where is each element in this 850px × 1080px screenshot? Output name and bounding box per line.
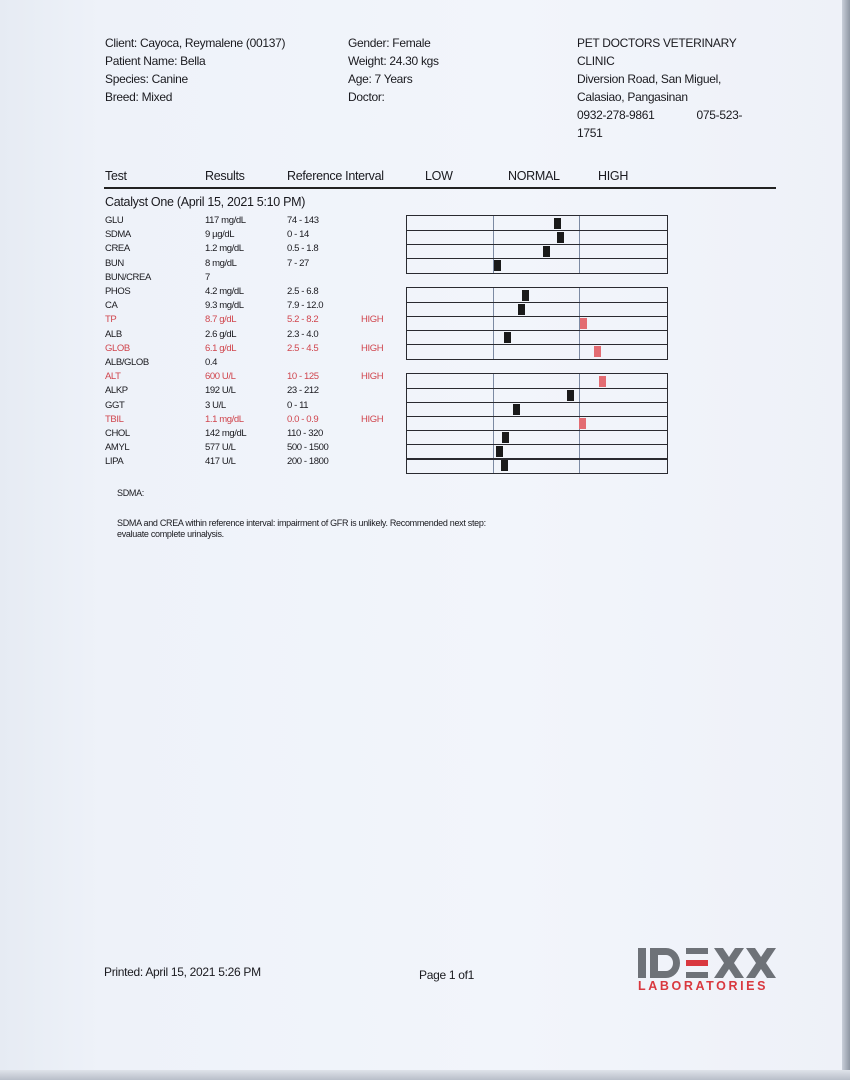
- grid-row-line: [407, 402, 667, 403]
- breed: Breed: Mixed: [105, 90, 173, 104]
- clinic-info: [577, 34, 742, 142]
- gender: Gender: Female: [348, 36, 431, 50]
- test-name: PHOS: [105, 286, 131, 297]
- range-grid-group-2: [406, 287, 668, 360]
- result-marker-sdma: [557, 232, 564, 243]
- band-divider: [493, 288, 494, 359]
- scan-edge-bottom: [0, 1070, 850, 1080]
- panel-title: Catalyst One (April 15, 2021 5:10 PM): [105, 195, 306, 209]
- result-marker-amyl: [496, 446, 503, 457]
- reference-interval: 10 - 125: [287, 371, 319, 383]
- test-name: TBIL: [105, 413, 124, 425]
- test-name: ALB/GLOB: [105, 357, 149, 368]
- grid-row-line: [407, 330, 667, 331]
- result-marker-lipa: [501, 460, 508, 471]
- age: Age: 7 Years: [348, 72, 413, 86]
- header-rule: [104, 187, 776, 189]
- result-row: [0, 257, 400, 271]
- reference-interval: 500 - 1500: [287, 442, 329, 454]
- printed-date: Printed: April 15, 2021 5:26 PM: [104, 965, 261, 979]
- test-name: ALKP: [105, 385, 128, 397]
- grid-row-line: [407, 416, 667, 417]
- test-name: GLU: [105, 215, 124, 226]
- clinic-address-line1: Diversion Road, San Miguel,: [577, 72, 721, 86]
- grid-row-line: [407, 244, 667, 245]
- result-value: 2.6 g/dL: [205, 328, 237, 340]
- reference-interval: 0 - 14: [287, 229, 309, 241]
- result-row: [0, 271, 400, 285]
- reference-interval: 74 - 143: [287, 215, 319, 226]
- result-row: [0, 342, 400, 356]
- result-value: 192 U/L: [205, 385, 236, 397]
- reference-interval: 7.9 - 12.0: [287, 300, 324, 312]
- result-marker-tbil: [579, 418, 586, 429]
- result-value: 4.2 mg/dL: [205, 286, 244, 297]
- scan-edge-right: [842, 0, 850, 1080]
- result-marker-chol: [502, 432, 509, 443]
- result-marker-alt: [599, 376, 606, 387]
- result-marker-tp: [580, 318, 587, 329]
- notes-line1: SDMA and CREA within reference interval: impairment of GFR is unlikely. Recommended next step:: [117, 518, 486, 528]
- grid-row-line: [407, 316, 667, 317]
- result-value: 7: [205, 271, 210, 283]
- reference-interval: 2.5 - 6.8: [287, 286, 319, 297]
- col-high: HIGH: [598, 169, 629, 183]
- result-value: 9.3 mg/dL: [205, 300, 244, 312]
- result-value: 577 U/L: [205, 442, 236, 454]
- notes-line2: evaluate complete urinalysis.: [117, 529, 224, 539]
- result-marker-phos: [522, 290, 529, 301]
- grid-row-line: [407, 388, 667, 389]
- test-name: BUN/CREA: [105, 271, 151, 283]
- col-reference: Reference Interval: [287, 169, 384, 183]
- result-row: [0, 441, 400, 455]
- result-marker-alkp: [567, 390, 574, 401]
- reference-interval: 110 - 320: [287, 428, 323, 439]
- grid-row-line: [407, 458, 667, 459]
- idexx-logo-subtitle: LABORATORIES: [638, 979, 769, 993]
- result-value: 6.1 g/dL: [205, 342, 237, 354]
- patient-info: [105, 34, 285, 106]
- result-row: [0, 455, 400, 469]
- grid-row-line: [407, 302, 667, 303]
- result-marker-ca: [518, 304, 525, 315]
- doctor: Doctor:: [348, 90, 385, 104]
- result-row: [0, 214, 400, 228]
- grid-row-line: [407, 230, 667, 231]
- species: Species: Canine: [105, 72, 188, 86]
- clinic-phone2-cont: 1751: [577, 126, 603, 140]
- result-marker-ggt: [513, 404, 520, 415]
- result-row: [0, 328, 400, 342]
- result-row: [0, 242, 400, 256]
- page-number: Page 1 of1: [419, 968, 475, 982]
- clinic-phone1: 0932-278-9861: [577, 108, 655, 122]
- test-name: AMYL: [105, 442, 130, 454]
- grid-row-line: [407, 258, 667, 259]
- clinic-phone2: 075-523-: [696, 108, 743, 122]
- col-normal: NORMAL: [508, 169, 560, 183]
- result-flag: HIGH: [361, 413, 384, 425]
- clinic-phones: [577, 106, 742, 124]
- reference-interval: 0 - 11: [287, 399, 309, 411]
- client-name: Client: Cayoca, Reymalene (00137): [105, 36, 286, 50]
- range-grid-group-3: [406, 373, 668, 474]
- test-name: CHOL: [105, 428, 130, 439]
- result-flag: HIGH: [361, 314, 384, 326]
- result-marker-crea: [543, 246, 550, 257]
- test-name: CA: [105, 300, 118, 312]
- reference-interval: 7 - 27: [287, 257, 309, 269]
- result-value: 9 µg/dL: [205, 229, 235, 241]
- clinic-address-line2: Calasiao, Pangasinan: [577, 90, 688, 104]
- patient-name: Patient Name: Bella: [105, 54, 206, 68]
- result-row: [0, 285, 400, 299]
- result-value: 1.2 mg/dL: [205, 243, 244, 255]
- result-value: 117 mg/dL: [205, 215, 246, 226]
- result-flag: HIGH: [361, 371, 384, 383]
- result-row: [0, 299, 400, 313]
- result-row: [0, 370, 400, 384]
- result-row: [0, 413, 400, 427]
- test-name: TP: [105, 314, 117, 326]
- result-value: 142 mg/dL: [205, 428, 247, 439]
- result-row: [0, 228, 400, 242]
- test-name: SDMA: [105, 229, 131, 241]
- result-marker-alb: [504, 332, 511, 343]
- grid-row-line: [407, 444, 667, 445]
- reference-interval: 0.5 - 1.8: [287, 243, 319, 255]
- result-marker-glob: [594, 346, 601, 357]
- test-name: ALT: [105, 371, 121, 383]
- clinic-name-line1: PET DOCTORS VETERINARY: [577, 36, 737, 50]
- test-name: CREA: [105, 243, 130, 255]
- result-value: 8.7 g/dL: [205, 314, 237, 326]
- result-value: 1.1 mg/dL: [205, 413, 244, 425]
- col-low: LOW: [425, 169, 453, 183]
- weight: Weight: 24.30 kgs: [348, 54, 439, 68]
- patient-details: [348, 34, 439, 106]
- test-name: BUN: [105, 257, 124, 269]
- test-name: LIPA: [105, 456, 124, 468]
- grid-row-line: [407, 344, 667, 345]
- result-row: [0, 399, 400, 413]
- result-marker-bun: [494, 260, 501, 271]
- result-row: [0, 313, 400, 327]
- col-results: Results: [205, 169, 245, 183]
- result-row: [0, 356, 400, 370]
- result-row: [0, 384, 400, 398]
- result-value: 600 U/L: [205, 371, 236, 383]
- result-marker-glu: [554, 218, 561, 229]
- test-name: GLOB: [105, 342, 130, 354]
- result-value: 0.4: [205, 357, 218, 368]
- result-value: 8 mg/dL: [205, 257, 237, 269]
- clinic-name-line2: CLINIC: [577, 54, 615, 68]
- result-value: 3 U/L: [205, 399, 226, 411]
- reference-interval: 2.5 - 4.5: [287, 342, 319, 354]
- reference-interval: 0.0 - 0.9: [287, 413, 319, 425]
- result-row: [0, 427, 400, 441]
- reference-interval: 23 - 212: [287, 385, 319, 397]
- reference-interval: 5.2 - 8.2: [287, 314, 319, 326]
- reference-interval: 2.3 - 4.0: [287, 328, 319, 340]
- grid-row-line: [407, 430, 667, 431]
- notes-heading: SDMA:: [117, 488, 145, 498]
- range-grid-group-1: [406, 215, 668, 274]
- col-test: Test: [105, 169, 127, 183]
- result-flag: HIGH: [361, 342, 384, 354]
- reference-interval: 200 - 1800: [287, 456, 329, 468]
- test-name: ALB: [105, 328, 122, 340]
- result-value: 417 U/L: [205, 456, 236, 468]
- idexx-logo: [636, 946, 778, 996]
- test-name: GGT: [105, 399, 125, 411]
